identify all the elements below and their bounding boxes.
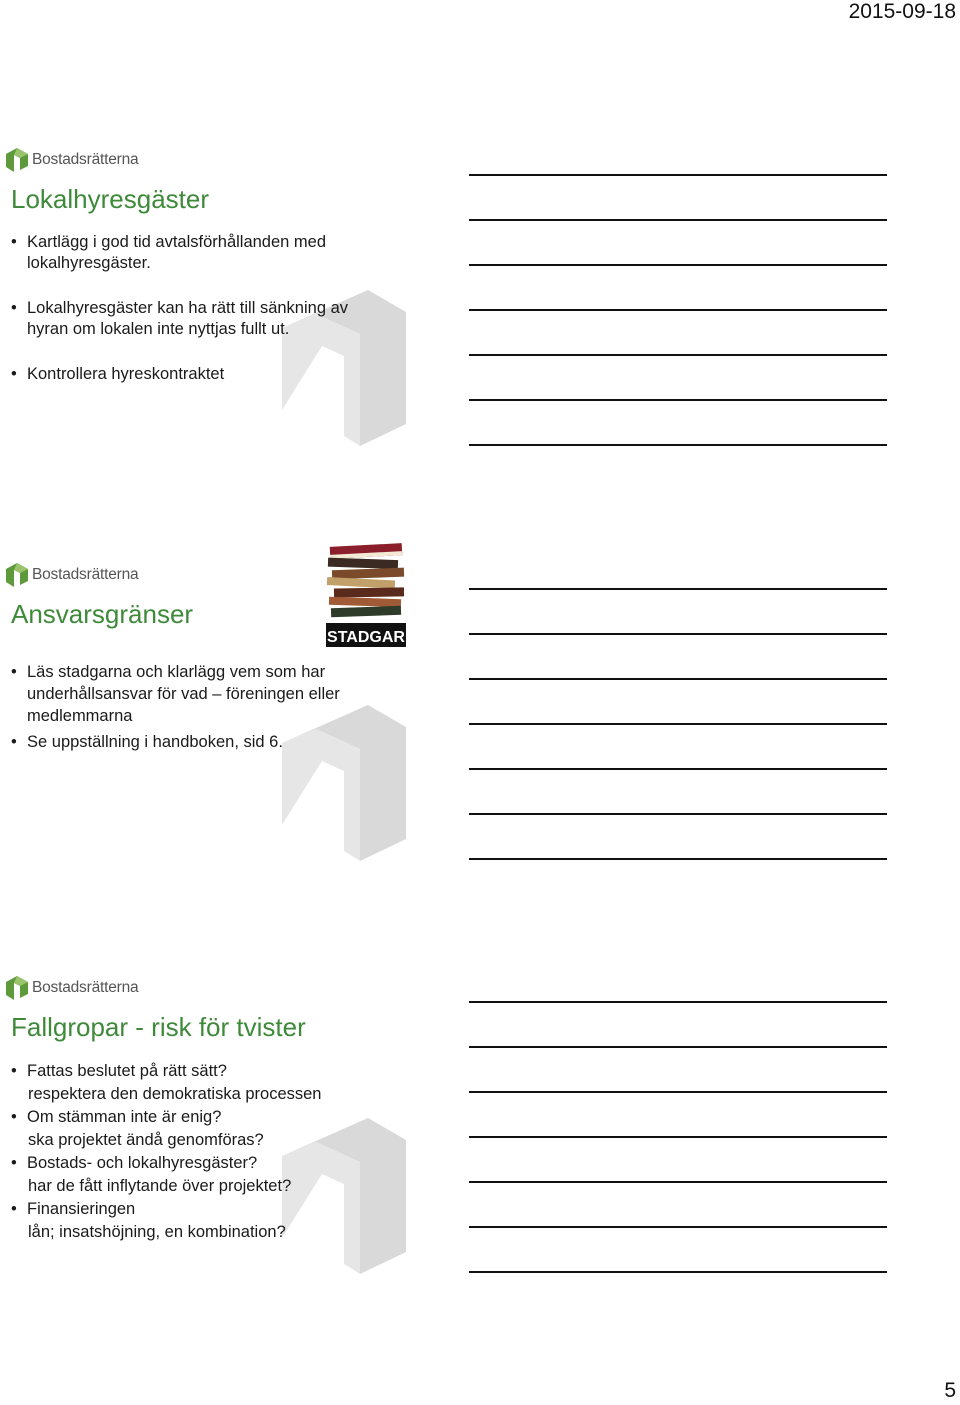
list-item-sub: lån; insatshöjning, en kombination?: [28, 1223, 286, 1241]
note-line: [469, 678, 887, 680]
notes-lines: [469, 1001, 887, 1316]
note-line: [469, 723, 887, 725]
bullet-list: [11, 661, 376, 753]
slide-fallgropar: [0, 968, 420, 1288]
note-line: [469, 264, 887, 266]
brand-mark-icon: [6, 148, 28, 172]
note-line: [469, 1046, 887, 1048]
note-line: [469, 1136, 887, 1138]
notes-lines: [469, 174, 887, 489]
bullet-list: [11, 1060, 381, 1244]
list-item: • Se uppställning i handboken, sid 6.: [11, 733, 283, 751]
note-line: [469, 1001, 887, 1003]
brand-name: Bostadsrätterna: [32, 566, 139, 583]
page-number: 5: [944, 1379, 956, 1402]
note-line: [469, 219, 887, 221]
list-item: • Läs stadgarna och klarlägg vem som har underhållsansvar för vad – föreningen eller medlemmarna: [11, 663, 340, 725]
list-item-sub: respektera den demokratiska processen: [28, 1085, 322, 1103]
list-item: • Om stämman inte är enig?: [11, 1108, 222, 1126]
page-date: 2015-09-18: [848, 0, 956, 23]
list-item-sub: har de fått inflytande över projektet?: [28, 1177, 292, 1195]
note-line: [469, 354, 887, 356]
note-line: [469, 309, 887, 311]
note-line: [469, 813, 887, 815]
slide-title: Fallgropar - risk för tvister: [11, 1012, 306, 1042]
list-item: • Lokalhyresgäster kan ha rätt till sänkning av hyran om lokalen inte nyttjas fullt ut.: [11, 299, 349, 338]
list-item-sub: ska projektet ändå genomföras?: [28, 1131, 264, 1149]
note-line: [469, 399, 887, 401]
book-stack-label: STADGAR: [327, 629, 405, 646]
bullet-list: [11, 232, 391, 385]
note-line: [469, 174, 887, 176]
notes-lines: [469, 588, 887, 903]
brand-name: Bostadsrätterna: [32, 151, 139, 168]
list-item: • Finansieringen: [11, 1200, 136, 1218]
list-item: • Kartlägg i god tid avtalsförhållanden med lokalhyresgäster.: [11, 233, 327, 272]
brand-name: Bostadsrätterna: [32, 979, 139, 996]
note-line: [469, 1091, 887, 1093]
note-line: [469, 1181, 887, 1183]
note-line: [469, 444, 887, 446]
slide-lokalhyresgaster: [0, 140, 420, 460]
note-line: [469, 1226, 887, 1228]
brand-logo: [6, 148, 138, 172]
note-line: [469, 633, 887, 635]
slide-ansvarsgranser: [0, 555, 420, 875]
brand-mark-icon: [6, 563, 28, 587]
note-line: [469, 858, 887, 860]
slide-title: Lokalhyresgäster: [11, 184, 209, 214]
note-line: [469, 768, 887, 770]
brand-logo: [6, 563, 138, 587]
note-line: [469, 588, 887, 590]
list-item: • Kontrollera hyreskontraktet: [11, 365, 225, 383]
list-item: • Bostads- och lokalhyresgäster?: [11, 1154, 258, 1172]
brand-mark-icon: [6, 976, 28, 1000]
list-item: • Fattas beslutet på rätt sätt?: [11, 1062, 227, 1080]
slide-title: Ansvarsgränser: [11, 599, 194, 629]
brand-logo: [6, 976, 138, 1000]
book-stack-image: [326, 543, 406, 647]
note-line: [469, 1271, 887, 1273]
